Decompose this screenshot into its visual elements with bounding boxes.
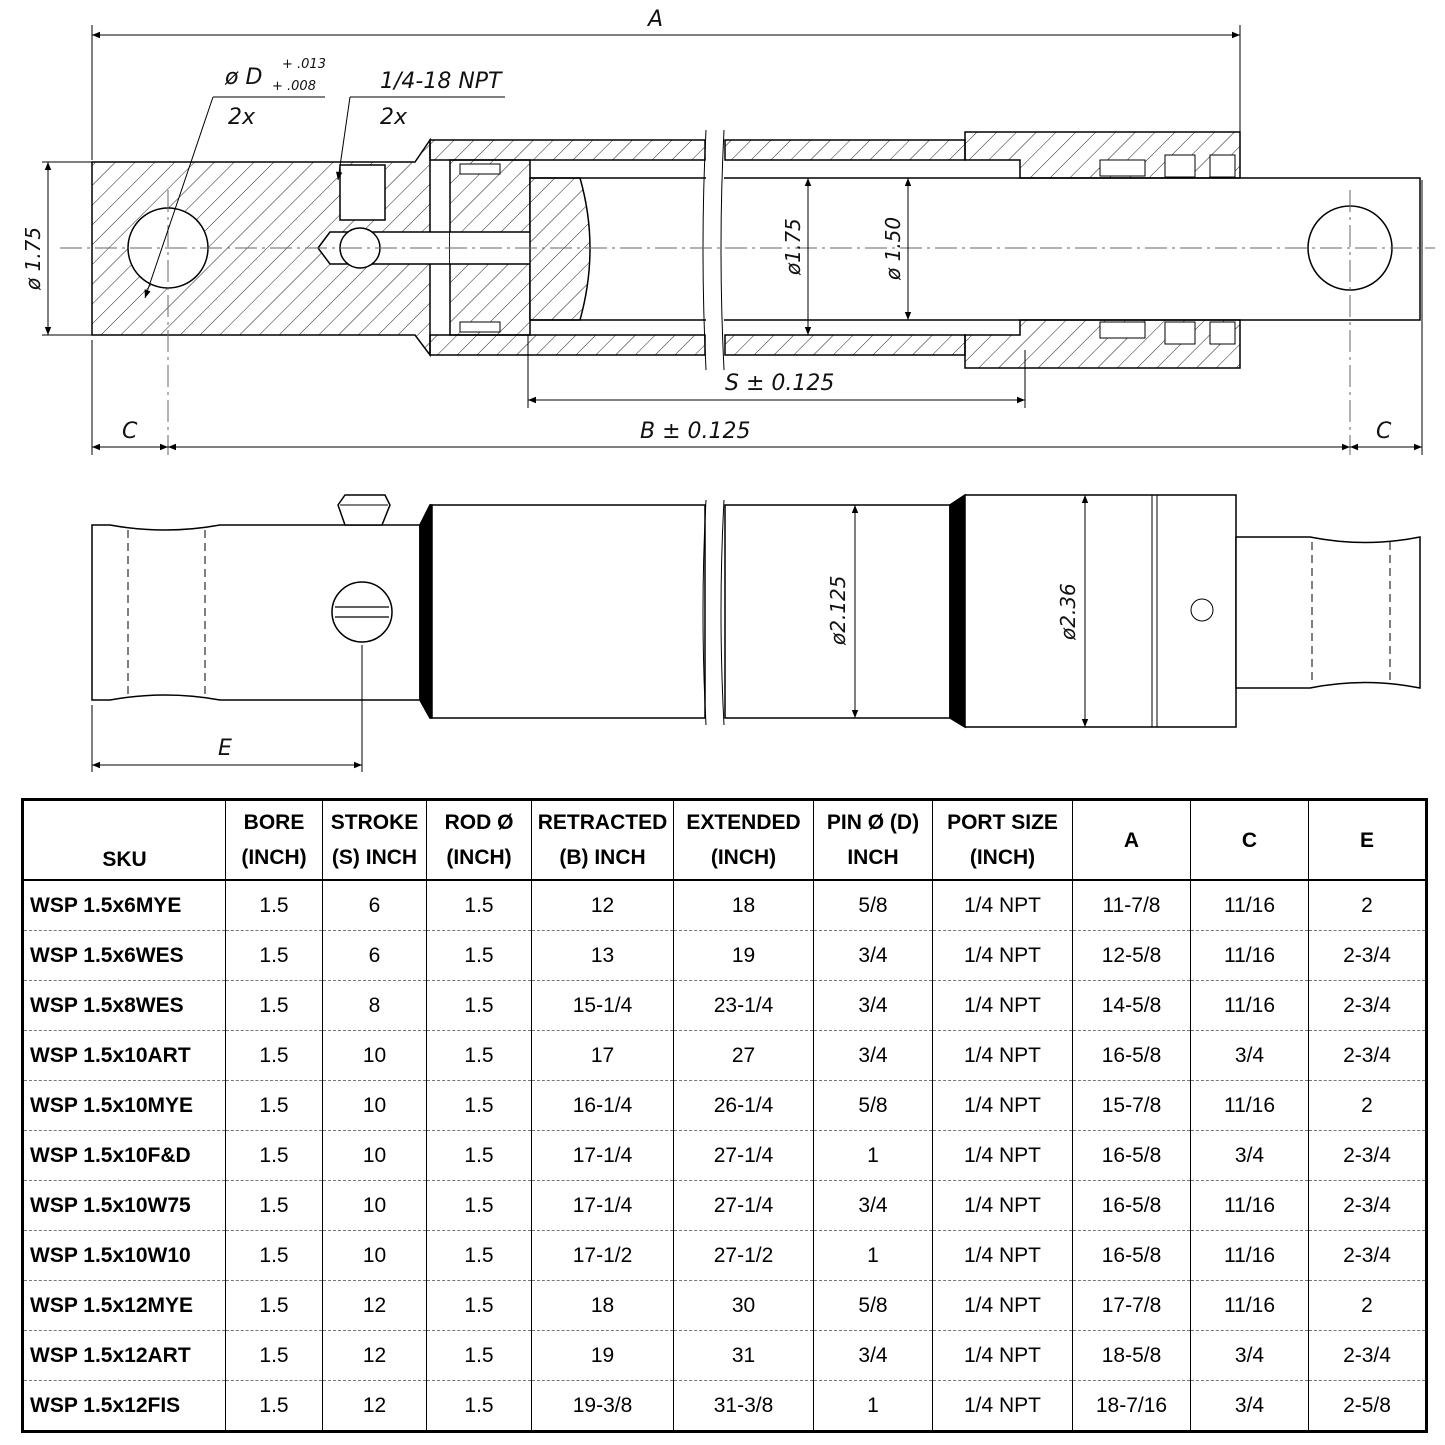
spec-table xyxy=(21,798,1428,1433)
cell-stroke: 6 xyxy=(323,880,427,931)
cell-retracted: 16-1/4 xyxy=(532,1081,674,1131)
cell-extended: 27-1/4 xyxy=(674,1131,814,1181)
cell-extended: 26-1/4 xyxy=(674,1081,814,1131)
cell-rod: 1.5 xyxy=(427,931,532,981)
dim-c-left-label: C xyxy=(122,419,138,444)
cell-sku: WSP 1.5x6MYE xyxy=(23,880,226,931)
cell-port-size: 1/4 NPT xyxy=(933,981,1073,1031)
exterior-view xyxy=(92,495,1420,727)
table-row xyxy=(23,1381,1427,1432)
cell-pin: 3/4 xyxy=(814,1031,933,1081)
dim-e-label: E xyxy=(218,736,232,761)
cell-stroke: 8 xyxy=(323,981,427,1031)
cell-pin: 1 xyxy=(814,1381,933,1432)
cell-port-size: 1/4 NPT xyxy=(933,1131,1073,1181)
dia-body-label: ø 1.75 xyxy=(21,226,45,290)
header-rod: ROD Ø (INCH) xyxy=(427,800,532,881)
cell-rod: 1.5 xyxy=(427,1381,532,1432)
cell-rod: 1.5 xyxy=(427,1231,532,1281)
cell-e: 2-3/4 xyxy=(1309,1131,1427,1181)
cell-e: 2-3/4 xyxy=(1309,1231,1427,1281)
cell-e: 2-3/4 xyxy=(1309,931,1427,981)
table-row xyxy=(23,931,1427,981)
cell-sku: WSP 1.5x12FIS xyxy=(23,1381,226,1432)
cell-bore: 1.5 xyxy=(226,1231,323,1281)
cell-bore: 1.5 xyxy=(226,981,323,1031)
cell-sku: WSP 1.5x10W75 xyxy=(23,1181,226,1231)
cell-a: 18-7/16 xyxy=(1073,1381,1191,1432)
cell-a: 16-5/8 xyxy=(1073,1181,1191,1231)
cell-pin: 5/8 xyxy=(814,1081,933,1131)
dim-d-tol-minus: + .008 xyxy=(272,79,316,94)
cell-stroke: 10 xyxy=(323,1231,427,1281)
cell-sku: WSP 1.5x8WES xyxy=(23,981,226,1031)
cell-c: 3/4 xyxy=(1191,1331,1309,1381)
cell-e: 2-5/8 xyxy=(1309,1381,1427,1432)
table-body xyxy=(23,880,1427,1432)
cell-c: 11/16 xyxy=(1191,1181,1309,1231)
port xyxy=(340,165,385,220)
cell-a: 15-7/8 xyxy=(1073,1081,1191,1131)
dia-bore-label: ø1.75 xyxy=(781,218,805,275)
cell-bore: 1.5 xyxy=(226,1181,323,1231)
cell-rod: 1.5 xyxy=(427,1131,532,1181)
header-a: A xyxy=(1073,800,1191,881)
cell-extended: 31-3/8 xyxy=(674,1381,814,1432)
port-qty: 2x xyxy=(380,105,408,130)
cell-bore: 1.5 xyxy=(226,880,323,931)
cell-extended: 27-1/2 xyxy=(674,1231,814,1281)
cell-sku: WSP 1.5x10MYE xyxy=(23,1081,226,1131)
cell-e: 2-3/4 xyxy=(1309,981,1427,1031)
table-header-row xyxy=(23,800,1427,881)
port-screw xyxy=(332,582,392,642)
cell-e: 2 xyxy=(1309,880,1427,931)
cell-bore: 1.5 xyxy=(226,1381,323,1432)
cell-sku: WSP 1.5x12ART xyxy=(23,1331,226,1381)
cell-extended: 19 xyxy=(674,931,814,981)
cell-pin: 3/4 xyxy=(814,931,933,981)
table-row xyxy=(23,981,1427,1031)
cell-retracted: 13 xyxy=(532,931,674,981)
cell-rod: 1.5 xyxy=(427,981,532,1031)
cell-bore: 1.5 xyxy=(226,1131,323,1181)
cell-e: 2 xyxy=(1309,1081,1427,1131)
cell-a: 16-5/8 xyxy=(1073,1131,1191,1181)
table-row xyxy=(23,1131,1427,1181)
dim-s-label: S ± 0.125 xyxy=(725,371,835,396)
cell-pin: 3/4 xyxy=(814,1181,933,1231)
cell-sku: WSP 1.5x10F&D xyxy=(23,1131,226,1181)
dim-a-label: A xyxy=(648,7,664,32)
cell-port-size: 1/4 NPT xyxy=(933,931,1073,981)
cell-port-size: 1/4 NPT xyxy=(933,1231,1073,1281)
cell-pin: 1 xyxy=(814,1131,933,1181)
header-sku: SKU xyxy=(23,800,226,881)
cell-e: 2-3/4 xyxy=(1309,1331,1427,1381)
cell-pin: 3/4 xyxy=(814,1331,933,1381)
cell-bore: 1.5 xyxy=(226,931,323,981)
cell-c: 3/4 xyxy=(1191,1131,1309,1181)
cell-extended: 18 xyxy=(674,880,814,931)
cell-retracted: 17-1/2 xyxy=(532,1231,674,1281)
cell-extended: 27 xyxy=(674,1031,814,1081)
cell-c: 11/16 xyxy=(1191,880,1309,931)
cell-bore: 1.5 xyxy=(226,1331,323,1381)
cell-a: 12-5/8 xyxy=(1073,931,1191,981)
cell-sku: WSP 1.5x10ART xyxy=(23,1031,226,1081)
cell-retracted: 17 xyxy=(532,1031,674,1081)
header-bore: BORE (INCH) xyxy=(226,800,323,881)
table-row xyxy=(23,1181,1427,1231)
cell-stroke: 12 xyxy=(323,1381,427,1432)
cell-stroke: 10 xyxy=(323,1031,427,1081)
header-extended: EXTENDED (INCH) xyxy=(674,800,814,881)
table-row xyxy=(23,1331,1427,1381)
cell-sku: WSP 1.5x12MYE xyxy=(23,1281,226,1331)
cell-e: 2-3/4 xyxy=(1309,1031,1427,1081)
cell-c: 11/16 xyxy=(1191,1231,1309,1281)
cell-retracted: 19-3/8 xyxy=(532,1381,674,1432)
cell-extended: 27-1/4 xyxy=(674,1181,814,1231)
section-view xyxy=(60,130,1435,455)
cell-rod: 1.5 xyxy=(427,880,532,931)
cell-retracted: 17-1/4 xyxy=(532,1181,674,1231)
cell-pin: 1 xyxy=(814,1231,933,1281)
cell-a: 14-5/8 xyxy=(1073,981,1191,1031)
dim-d-qty: 2x xyxy=(228,105,256,130)
dim-b-label: B ± 0.125 xyxy=(640,419,751,444)
cell-c: 11/16 xyxy=(1191,931,1309,981)
cell-c: 11/16 xyxy=(1191,1081,1309,1131)
cell-sku: WSP 1.5x6WES xyxy=(23,931,226,981)
cell-retracted: 19 xyxy=(532,1331,674,1381)
cell-extended: 23-1/4 xyxy=(674,981,814,1031)
cell-c: 3/4 xyxy=(1191,1381,1309,1432)
cell-stroke: 6 xyxy=(323,931,427,981)
table-row xyxy=(23,880,1427,931)
cell-extended: 30 xyxy=(674,1281,814,1331)
cell-pin: 3/4 xyxy=(814,981,933,1031)
cell-stroke: 12 xyxy=(323,1331,427,1381)
table-row xyxy=(23,1231,1427,1281)
cell-port-size: 1/4 NPT xyxy=(933,1331,1073,1381)
cell-port-size: 1/4 NPT xyxy=(933,1031,1073,1081)
port-label: 1/4-18 NPT xyxy=(380,69,502,94)
cell-stroke: 10 xyxy=(323,1181,427,1231)
dia-tube-label: ø2.125 xyxy=(826,575,850,645)
cell-rod: 1.5 xyxy=(427,1081,532,1131)
cell-retracted: 15-1/4 xyxy=(532,981,674,1031)
cell-port-size: 1/4 NPT xyxy=(933,1281,1073,1331)
cell-c: 11/16 xyxy=(1191,1281,1309,1331)
dia-gland-label: ø2.36 xyxy=(1056,583,1080,640)
table-row xyxy=(23,1031,1427,1081)
cell-c: 3/4 xyxy=(1191,1031,1309,1081)
cell-rod: 1.5 xyxy=(427,1181,532,1231)
cell-bore: 1.5 xyxy=(226,1081,323,1131)
cell-pin: 5/8 xyxy=(814,1281,933,1331)
table-row xyxy=(23,1081,1427,1131)
cell-sku: WSP 1.5x10W10 xyxy=(23,1231,226,1281)
dim-c-right-label: C xyxy=(1376,419,1392,444)
cell-stroke: 10 xyxy=(323,1081,427,1131)
cell-stroke: 12 xyxy=(323,1281,427,1331)
cell-retracted: 12 xyxy=(532,880,674,931)
cell-retracted: 17-1/4 xyxy=(532,1131,674,1181)
header-retracted: RETRACTED (B) INCH xyxy=(532,800,674,881)
cell-rod: 1.5 xyxy=(427,1281,532,1331)
cell-retracted: 18 xyxy=(532,1281,674,1331)
cell-rod: 1.5 xyxy=(427,1331,532,1381)
header-stroke: STROKE (S) INCH xyxy=(323,800,427,881)
cell-a: 16-5/8 xyxy=(1073,1231,1191,1281)
dia-rod-label: ø 1.50 xyxy=(881,216,905,280)
cell-port-size: 1/4 NPT xyxy=(933,880,1073,931)
header-pin: PIN Ø (D) INCH xyxy=(814,800,933,881)
cell-e: 2-3/4 xyxy=(1309,1181,1427,1231)
cell-a: 11-7/8 xyxy=(1073,880,1191,931)
header-e: E xyxy=(1309,800,1427,881)
cell-c: 11/16 xyxy=(1191,981,1309,1031)
header-c: C xyxy=(1191,800,1309,881)
cell-extended: 31 xyxy=(674,1331,814,1381)
cell-stroke: 10 xyxy=(323,1131,427,1181)
cell-rod: 1.5 xyxy=(427,1031,532,1081)
table-row xyxy=(23,1281,1427,1331)
cell-pin: 5/8 xyxy=(814,880,933,931)
cell-a: 17-7/8 xyxy=(1073,1281,1191,1331)
cell-bore: 1.5 xyxy=(226,1281,323,1331)
dim-d-tol-plus: + .013 xyxy=(282,57,326,72)
cell-e: 2 xyxy=(1309,1281,1427,1331)
header-port-size: PORT SIZE (INCH) xyxy=(933,800,1073,881)
cell-port-size: 1/4 NPT xyxy=(933,1081,1073,1131)
cell-bore: 1.5 xyxy=(226,1031,323,1081)
cell-a: 16-5/8 xyxy=(1073,1031,1191,1081)
cell-a: 18-5/8 xyxy=(1073,1331,1191,1381)
dim-d-label: ø D xyxy=(225,65,263,90)
cell-port-size: 1/4 NPT xyxy=(933,1381,1073,1432)
cell-port-size: 1/4 NPT xyxy=(933,1181,1073,1231)
